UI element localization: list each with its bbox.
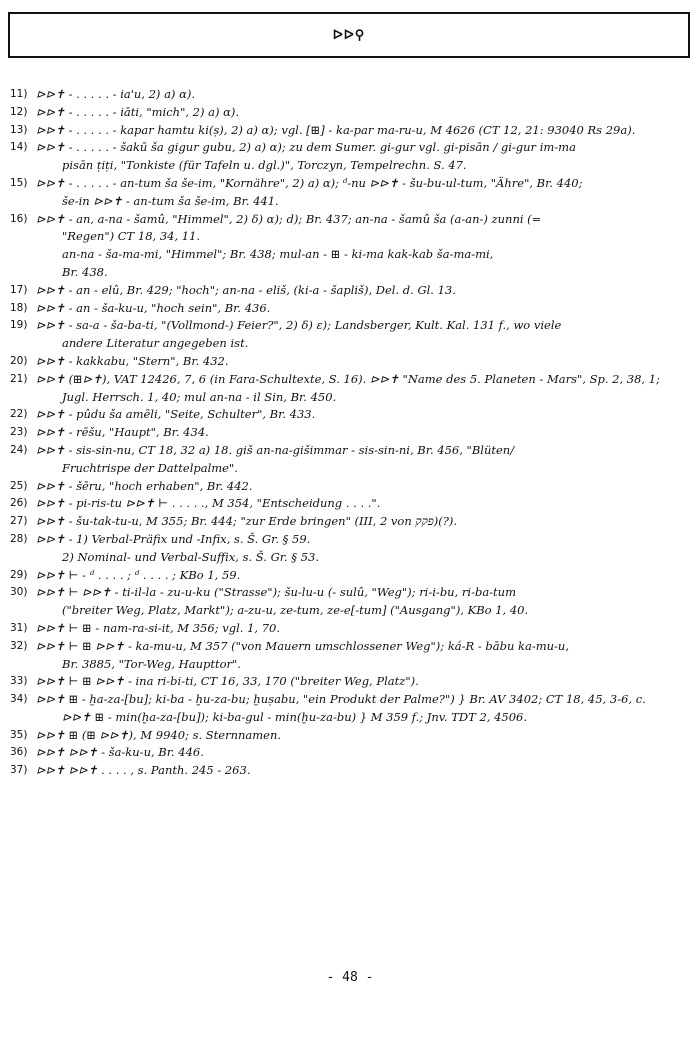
entry-line [10,317,690,335]
entry-text: ⊳⊳✝ - kakkabu, "Stern", Br. 432. [36,353,229,368]
entry-number: 16) [10,212,28,225]
entry-number [10,549,36,567]
entry-number: 31) [10,621,28,634]
entry-number [10,193,36,211]
entry-line [10,211,690,229]
entry-line [10,513,690,531]
entry-text: ⊳⊳✝ ⊢ ⊞ ⊳⊳✝ - ina ri-bi-ti, CT 16, 33, 170 ("breiter Weg, Platz"). [36,674,419,689]
entry-number [10,157,36,175]
entry-text: še-in ⊳⊳✝ - an-tum ša še-im, Br. 441. [62,193,279,208]
entry-line [10,727,690,745]
entry-line [10,691,690,709]
entry-number: 34) [10,693,28,706]
entry-number [10,246,36,264]
entry-text: 2) Nominal- und Verbal-Suffix, s. Š. Gr. § 53. [62,549,319,564]
entry-number: 12) [10,105,28,118]
entry-continuation-line [10,656,690,674]
entry-number [10,656,36,674]
entry-line [10,282,690,300]
entry-number [10,264,36,282]
entry-text: ⊳⊳✝ ⊢ ⊳⊳✝ - ti-il-la - zu-u-ku ("Strasse"); šu-lu-u (- sulû, "Weg"); ri-i-bu, ri-ba-tum [36,585,516,600]
entry-number: 21) [10,372,28,385]
entry-line [10,531,690,549]
entry-text: ⊳⊳✝ ⊢ ⊞ ⊳⊳✝ - ka-mu-u, M 357 ("von Mauern umschlossener Weg"); ká-R - bābu ka-mu-u, [36,638,569,653]
entry-number: 11) [10,88,28,100]
entry-continuation-line [10,228,690,246]
entry-text: ⊳⊳✝ - pûdu ša amēli, "Seite, Schulter", Br. 433. [36,407,316,422]
entry-number: 32) [10,639,28,652]
entry-continuation-line [10,709,690,727]
entry-number: 22) [10,408,28,421]
entry-text: Jugl. Herrsch. 1, 40; mul an-na - il Sin, Br. 450. [62,389,337,404]
entry-line [10,673,690,691]
entry-number: 37) [10,764,28,777]
entry-list [10,86,690,780]
entry-line [10,406,690,424]
entry-text: ⊳⊳✝ ⊞ (⊞ ⊳⊳✝), M 9940; s. Sternnamen. [36,727,282,742]
entry-text: ⊳⊳✝ - . . . . . - kapar hamtu ki(ṣ), 2) a) α); vgl. [⊞] - ka-par ma-ru-u, M 4626 (CT 12, 21: 93040 Rs 29a). [36,122,636,137]
entry-number: 18) [10,301,28,314]
entry-line [10,638,690,656]
entry-number: 29) [10,568,28,581]
header-box [8,12,690,58]
entry-text: ⊳⊳✝ - šu-tak-tu-u, M 355; Br. 444; "zur Erde bringen" (III, 2 von פקק)(?). [36,514,458,529]
entry-line [10,86,690,104]
entry-line [10,620,690,638]
entry-continuation-line [10,389,690,407]
entry-number: 27) [10,515,28,528]
entry-number: 35) [10,728,28,741]
entry-text: Br. 3885, "Tor-Weg, Haupttor". [62,656,241,671]
entry-text: pisān ṭiṭi, "Tonkiste (für Tafeln u. dgl.)", Torczyn, Tempelrechn. S. 47. [62,158,467,173]
entry-number: 14) [10,141,28,154]
entry-number: 25) [10,479,28,492]
entry-text: Fruchtrispe der Dattelpalme". [62,460,238,475]
page-number: - 48 - [326,970,374,985]
entry-number: 17) [10,283,28,296]
entry-text: ⊳⊳✝ - 1) Verbal-Präfix und -Infix, s. Š. Gr. § 59. [36,531,311,546]
entry-number: 20) [10,354,28,367]
entry-continuation-line [10,157,690,175]
entry-number: 33) [10,675,28,688]
entry-text: ⊳⊳✝ ⊢ - ᵈ . . . . ; ᵈ . . . . ; KBo 1, 59. [36,567,241,582]
entry-line [10,584,690,602]
entry-line [10,567,690,585]
entry-number: 13) [10,123,28,136]
entry-text: ⊳⊳✝ - sis-sin-nu, CT 18, 32 a) 18. giš an-na-gišimmar - sis-sin-ni, Br. 456, "Blüten/ [36,442,515,457]
entry-text: an-na - ša-ma-mi, "Himmel"; Br. 438; mul-an - ⊞ - ki-ma kak-kab ša-ma-mi, [62,247,494,262]
entry-line [10,353,690,371]
entry-continuation-line [10,549,690,567]
entry-line [10,122,690,140]
entry-text: ⊳⊳✝ ⊳⊳✝ - ša-ku-u, Br. 446. [36,745,204,760]
entry-number [10,389,36,407]
entry-number [10,709,36,727]
entry-text: ⊳⊳✝ - pi-ris-tu ⊳⊳✝ ⊢ . . . . ., M 354, "Entscheidung . . . .". [36,496,381,511]
entry-text: ⊳⊳✝ - šēru, "hoch erhaben", Br. 442. [36,478,253,493]
entry-number: 28) [10,532,28,545]
entry-line [10,442,690,460]
entry-text: ⊳⊳✝ ⊳⊳✝ . . . . , s. Panth. 245 - 263. [36,763,251,778]
entry-number [10,602,36,620]
entry-number [10,335,36,353]
entry-text: ⊳⊳✝ ⊞ - min(ḫa-za-[bu]); ki-ba-gul - min(ḫu-za-bu) } M 359 f.; Jnv. TDT 2, 4506. [62,709,528,724]
entry-line [10,371,690,389]
entry-line [10,300,690,318]
entry-number: 24) [10,443,28,456]
entry-number [10,228,36,246]
entry-line [10,424,690,442]
entry-text: ⊳⊳✝ - an - elû, Br. 429; "hoch"; an-na - eliš, (ki-a - šapliš), Del. d. Gl. 13. [36,282,456,297]
entry-text: ⊳⊳✝ ⊞ - ḫa-za-[bu]; ki-ba - ḫu-za-bu; ḫuṣabu, "ein Produkt der Palme?") } Br. AV 3402; CT 18, 45, 3-6, c. [36,692,646,707]
entry-text: ⊳⊳✝ - . . . . . - iāti, "mich", 2) a) α). [36,104,240,119]
entry-text: ⊳⊳✝ (⊞⊳✝), VAT 12426, 7, 6 (in Fara-Schultexte, S. 16). ⊳⊳✝ "Name des 5. Planeten - Mars", Sp. 2, 38, 1; [36,371,660,386]
cuneiform-sign-heading: ᐅᐅ⚲ [332,27,366,43]
entry-text: ⊳⊳✝ - . . . . . - an-tum ša še-im, "Kornähre", 2) a) α); ᵈ-nu ⊳⊳✝ - šu-bu-ul-tum, "Ähre", Br. 440; [36,175,583,190]
entry-number: 23) [10,426,28,439]
entry-text: andere Literatur angegeben ist. [62,336,249,351]
entry-number: 26) [10,497,28,510]
entry-text: ⊳⊳✝ - . . . . . - šakū ša gigur gubu, 2) a) α); zu dem Sumer. gi-gur vgl. gi-pisān / gi-gur im-ma [36,140,576,155]
entry-continuation-line [10,246,690,264]
entry-continuation-line [10,193,690,211]
entry-text: ⊳⊳✝ - sa-a - ša-ba-ti, "(Vollmond-) Feier?", 2) δ) ε); Landsberger, Kult. Kal. 131 f., wo viele [36,318,562,333]
entry-line [10,744,690,762]
entry-continuation-line [10,460,690,478]
entry-text: ⊳⊳✝ ⊢ ⊞ - nam-ra-si-it, M 356; vgl. 1, 70. [36,620,280,635]
entry-line [10,762,690,780]
entry-line [10,495,690,513]
entry-continuation-line [10,335,690,353]
entry-number: 15) [10,176,28,189]
entry-text: ⊳⊳✝ - an, a-na - šamû, "Himmel", 2) δ) α); d); Br. 437; an-na - šamû ša (a-an-) zunni (= [36,211,542,226]
entry-text: Br. 438. [62,264,108,279]
entry-continuation-line [10,602,690,620]
entry-number: 30) [10,586,28,599]
entry-line [10,175,690,193]
entry-number [10,460,36,478]
entry-line [10,478,690,496]
entry-continuation-line [10,264,690,282]
entry-text: "Regen") CT 18, 34, 11. [62,229,201,244]
entry-line [10,104,690,122]
entry-text: ⊳⊳✝ - an - ša-ku-u, "hoch sein", Br. 436. [36,300,271,315]
entry-text: ("breiter Weg, Platz, Markt"); a-zu-u, ze-tum, ze-e[-tum] ("Ausgang"), KBo 1, 40. [62,603,529,618]
entry-number: 19) [10,319,28,332]
entry-number: 36) [10,746,28,759]
entry-text: ⊳⊳✝ - . . . . . - ia'u, 2) a) α). [36,87,195,101]
entry-text: ⊳⊳✝ - rēšu, "Haupt", Br. 434. [36,425,209,440]
entry-line [10,139,690,157]
